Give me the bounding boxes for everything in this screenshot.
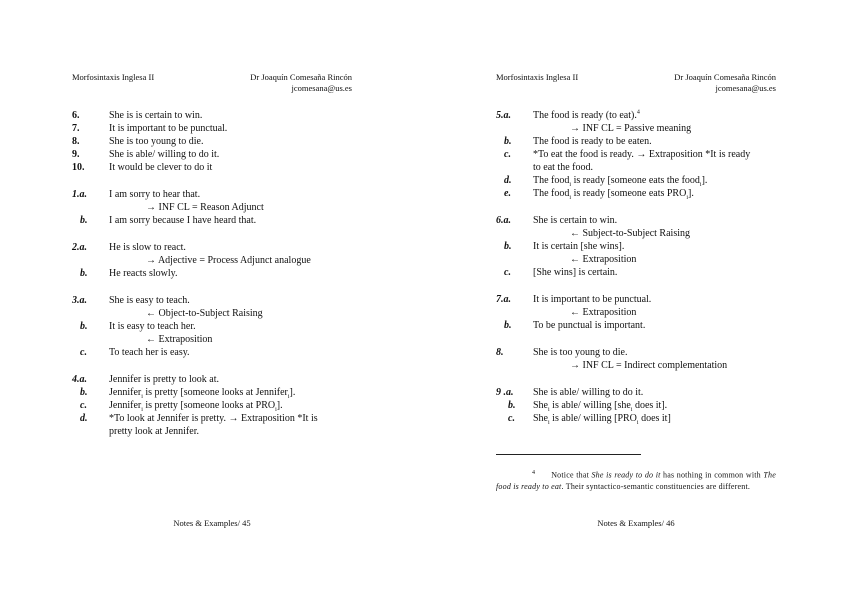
example-sentence: She is easy to teach.: [109, 295, 190, 306]
item-number: b.: [504, 241, 512, 252]
item-number: 5.a.: [496, 110, 511, 121]
analysis-note: ← Extraposition: [146, 334, 213, 345]
left-header-course: Morfosintaxis Inglesa II: [72, 72, 155, 82]
example-sentence: He reacts slowly.: [109, 268, 178, 279]
example-sentence: To teach her is easy.: [109, 347, 190, 358]
item-number: b.: [504, 136, 512, 147]
right-header-author-name: Dr Joaquín Comesaña Rincón: [674, 72, 776, 82]
item-number: 8.: [496, 347, 504, 358]
example-sentence: Jennifer$_i$ is pretty [someone looks at $PRO_i$].: [109, 400, 283, 413]
item-number: 10.: [72, 162, 85, 173]
item-number: b.: [80, 268, 88, 279]
item-number: b.: [508, 400, 516, 411]
item-number: 2.a.: [72, 242, 87, 253]
example-sentence: Jennifer$_i$ is pretty [someone looks at Jennifer$_i$].: [109, 387, 296, 400]
item-number: 6.: [72, 110, 80, 121]
item-number: b.: [504, 320, 512, 331]
item-number: b.: [80, 387, 88, 398]
example-sentence: pretty look at Jennifer.: [109, 426, 199, 437]
item-number: 7.a.: [496, 294, 511, 305]
item-number: 1.a.: [72, 189, 87, 200]
example-sentence: She is too young to die.: [109, 136, 204, 147]
example-sentence: She$_i$ is able/ willing [she$_i$ does it].: [533, 400, 668, 413]
example-sentence: The food$_i$ is ready [someone eats the food$_i$].: [533, 175, 708, 188]
example-sentence: *To eat the food is ready. → Extraposition *It is ready: [533, 149, 751, 160]
example-sentence: She$_i$ is able/ willing [$PRO_i$ does it]: [533, 413, 671, 426]
example-sentence: She is too young to die.: [533, 347, 628, 358]
example-sentence: It is easy to teach her.: [109, 321, 196, 332]
example-sentence: She is able/ willing to do it.: [533, 387, 644, 398]
example-sentence: He is slow to react.: [109, 242, 186, 253]
item-number: b.: [80, 215, 88, 226]
left-page-footer: Notes & Examples/ 45: [173, 518, 251, 528]
analysis-note: → Adjective = Process Adjunct analogue: [146, 255, 311, 266]
analysis-note: ← Extraposition: [570, 254, 637, 265]
analysis-note: → INF CL = Reason Adjunct: [146, 202, 264, 213]
item-number: c.: [504, 267, 511, 278]
item-number: e.: [504, 188, 511, 199]
footnote-number: 4: [532, 470, 536, 476]
item-number: d.: [80, 413, 88, 424]
item-number: c.: [80, 347, 87, 358]
example-sentence: It would be clever to do it: [109, 162, 213, 173]
example-sentence: Jennifer is pretty to look at.: [109, 374, 219, 385]
example-sentence: To be punctual is important.: [533, 320, 646, 331]
footnote-ref[interactable]: 4: [636, 109, 640, 116]
left-header-author-name: Dr Joaquín Comesaña Rincón: [250, 72, 352, 82]
left-header-author: [250, 72, 352, 94]
footnote: $^4$ Notice that She is ready to do it has nothing in common with The food is ready to eat. Their syntactico-semantic constituencies are different.: [496, 470, 776, 492]
analysis-note: → INF CL = Indirect complementation: [570, 360, 728, 371]
example-sentence: [She wins] is certain.: [533, 267, 618, 278]
example-sentence: It is certain [she wins].: [533, 241, 625, 252]
analysis-note: ← Subject-to-Subject Raising: [570, 228, 690, 239]
example-sentence: She is is certain to win.: [109, 110, 203, 121]
item-number: 9.: [72, 149, 80, 160]
footnote-divider: [496, 454, 641, 455]
item-number: 4.a.: [72, 374, 87, 385]
analysis-note: ← Extraposition: [570, 307, 637, 318]
item-number: b.: [80, 321, 88, 332]
right-header-author-email: jcomesana@us.es: [715, 83, 776, 93]
item-number: d.: [504, 175, 512, 186]
example-sentence: The food$_i$ is ready [someone eats $PRO_i$].: [533, 188, 694, 201]
left-header-author-email: jcomesana@us.es: [291, 83, 352, 93]
analysis-note: ← Object-to-Subject Raising: [146, 308, 263, 319]
item-number: 7.: [72, 123, 80, 134]
example-sentence: I am sorry because I have heard that.: [109, 215, 257, 226]
item-number: c.: [80, 400, 87, 411]
analysis-note: → INF CL = Passive meaning: [570, 123, 692, 134]
item-number: 9 .a.: [496, 387, 514, 398]
right-header-author: [674, 72, 776, 94]
example-sentence: It is important to be punctual.: [533, 294, 652, 305]
example-sentence: *To look at Jennifer is pretty. → Extraposition *It is: [109, 413, 318, 424]
example-sentence: She is certain to win.: [533, 215, 618, 226]
item-number: c.: [504, 149, 511, 160]
right-header-course: Morfosintaxis Inglesa II: [496, 72, 579, 82]
item-number: c.: [508, 413, 515, 424]
example-sentence: She is able/ willing to do it.: [109, 149, 220, 160]
right-page-footer: Notes & Examples/ 46: [597, 518, 675, 528]
example-sentence: It is important to be punctual.: [109, 123, 228, 134]
right-page: [424, 0, 848, 600]
item-number: 3.a.: [72, 295, 87, 306]
item-number: 8.: [72, 136, 80, 147]
example-sentence: The food is ready (to eat).$^4$: [533, 109, 640, 121]
item-number: 6.a.: [496, 215, 511, 226]
example-sentence: The food is ready to be eaten.: [533, 136, 652, 147]
example-sentence: I am sorry to hear that.: [109, 189, 201, 200]
example-sentence: to eat the food.: [533, 162, 593, 173]
